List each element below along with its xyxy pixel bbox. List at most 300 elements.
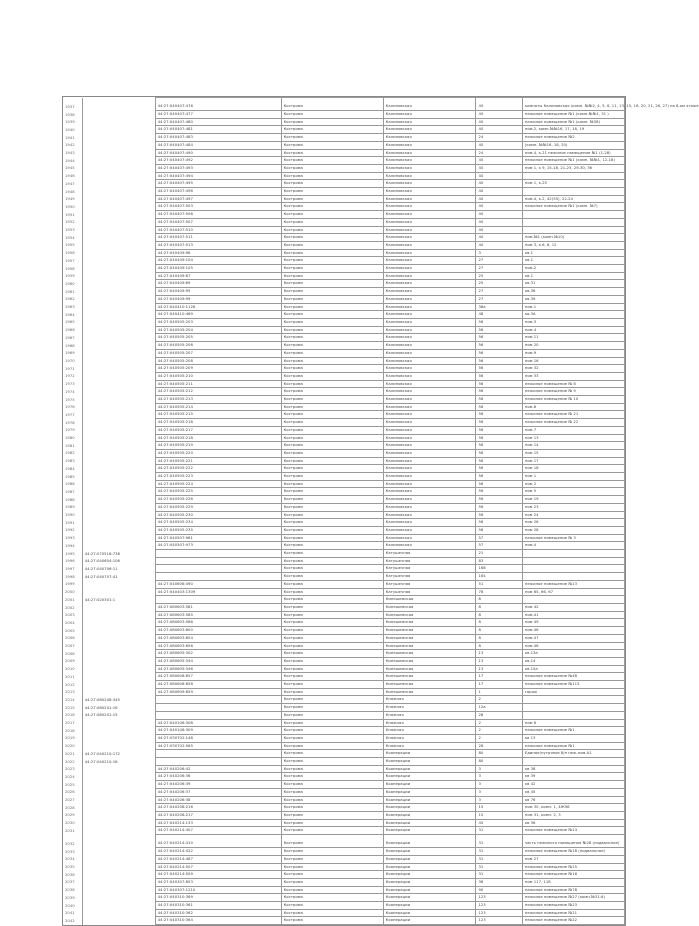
object-cadastral-number: 44:27:080608:857 xyxy=(155,673,281,681)
house-number: 3 xyxy=(476,765,522,773)
premises-description: нежилое помещение №22 xyxy=(522,917,624,925)
city: Кострома xyxy=(281,580,383,588)
street: Калиновская xyxy=(383,288,476,296)
street: Калиновская xyxy=(383,118,476,126)
house-number: 56 xyxy=(476,473,522,481)
house-number: 83 xyxy=(476,557,522,565)
object-cadastral-number xyxy=(155,565,281,573)
table-row xyxy=(63,318,625,326)
land-cadastral-number xyxy=(82,848,155,856)
table-row xyxy=(63,126,625,134)
row-number: 1950 xyxy=(63,203,82,211)
city: Кострома xyxy=(281,234,383,242)
premises-description: кв 42 xyxy=(522,781,624,789)
house-number: 51 xyxy=(476,580,522,588)
row-number: 2012 xyxy=(63,681,82,689)
premises-description: нежилое помещение № 9 xyxy=(522,388,624,396)
house-number: 40 xyxy=(476,98,522,111)
street: Катушечная xyxy=(383,588,476,596)
land-cadastral-number xyxy=(82,272,155,280)
land-cadastral-number xyxy=(82,619,155,627)
street: Калиновская xyxy=(383,334,476,342)
object-cadastral-number: 44:27:040407:513 xyxy=(155,241,281,249)
land-cadastral-number xyxy=(82,419,155,427)
object-cadastral-number: 44:27:040206:42 xyxy=(155,765,281,773)
object-cadastral-number xyxy=(155,696,281,704)
row-number: 2036 xyxy=(63,871,82,879)
street: Катушечная xyxy=(383,580,476,588)
city: Кострома xyxy=(281,226,383,234)
row-number: 2031 xyxy=(63,827,82,835)
premises-description: кв.36 xyxy=(522,288,624,296)
land-cadastral-number xyxy=(82,342,155,350)
row-number: 1999 xyxy=(63,580,82,588)
street: Кинешемская xyxy=(383,688,476,696)
street: Калиновская xyxy=(383,372,476,380)
city: Кострома xyxy=(281,848,383,856)
table-row xyxy=(63,241,625,249)
object-cadastral-number: 44:27:040214:487 xyxy=(155,855,281,863)
table-row xyxy=(63,488,625,496)
table-row xyxy=(63,449,625,457)
object-cadastral-number xyxy=(155,758,281,766)
land-cadastral-number xyxy=(82,226,155,234)
street: Катушечная xyxy=(383,573,476,581)
table-row xyxy=(63,804,625,812)
premises-description: кв 39 xyxy=(522,773,624,781)
premises-description: пом.9 xyxy=(522,349,624,357)
row-number: 1976 xyxy=(63,403,82,411)
house-number: 8 xyxy=(476,596,522,604)
land-cadastral-number: 44:27:040210:18 xyxy=(84,758,118,764)
row-number: 2041 xyxy=(63,909,82,917)
object-cadastral-number: 44:27:040307:1210 xyxy=(155,886,281,894)
land-cadastral-number xyxy=(82,241,155,249)
table-row xyxy=(63,819,625,827)
table-row xyxy=(63,434,625,442)
premises-description: нежилое помещение №1 xyxy=(522,727,624,735)
city: Кострома xyxy=(281,326,383,334)
row-number: 2023 xyxy=(63,765,82,773)
city: Кострома xyxy=(281,734,383,742)
table-row xyxy=(63,342,625,350)
street: Калиновская xyxy=(383,511,476,519)
house-number: 90 xyxy=(476,886,522,894)
row-number: 1979 xyxy=(63,426,82,434)
house-number: 56 xyxy=(476,380,522,388)
city: Кострома xyxy=(281,642,383,650)
street: Калиновская xyxy=(383,342,476,350)
table-row xyxy=(63,835,625,848)
row-number: 1975 xyxy=(63,396,82,404)
land-cadastral-number xyxy=(82,855,155,863)
object-cadastral-number: 44:27:040606:490 xyxy=(155,580,281,588)
object-cadastral-number: 44:27:040407:496 xyxy=(155,188,281,196)
house-number: 8 xyxy=(476,627,522,635)
street: Кооперации xyxy=(383,909,476,917)
city: Кострома xyxy=(281,311,383,319)
premises-description xyxy=(522,573,624,581)
table-row xyxy=(63,203,625,211)
row-number: 1941 xyxy=(63,134,82,142)
table-row xyxy=(63,863,625,871)
house-number: 31 xyxy=(476,855,522,863)
street: Калиновская xyxy=(383,519,476,527)
row-number: 1983 xyxy=(63,457,82,465)
house-number: 45 xyxy=(476,819,522,827)
row-number: 2016 xyxy=(63,711,82,719)
city: Кострома xyxy=(281,819,383,827)
city: Кострома xyxy=(281,134,383,142)
row-number: 1937 xyxy=(63,98,82,111)
house-number: 3 xyxy=(476,773,522,781)
house-number: 8 xyxy=(476,642,522,650)
land-cadastral-number xyxy=(82,534,155,542)
object-cadastral-number: 44:27:040505:230 xyxy=(155,511,281,519)
row-number: 2032 xyxy=(63,835,82,848)
street: Калиновская xyxy=(383,141,476,149)
street: Кинешемская xyxy=(383,673,476,681)
row-number: 2030 xyxy=(63,819,82,827)
premises-description: пом 7 xyxy=(522,426,624,434)
street: Калиновская xyxy=(383,534,476,542)
land-cadastral-number xyxy=(82,796,155,804)
street: Кинешемская xyxy=(383,627,476,635)
city: Кострома xyxy=(281,473,383,481)
land-cadastral-number xyxy=(82,835,155,848)
object-cadastral-number: 44:27:040214:407 xyxy=(155,827,281,835)
object-cadastral-number: 44:27:080603:654 xyxy=(155,634,281,642)
land-cadastral-number xyxy=(82,326,155,334)
land-cadastral-number xyxy=(82,396,155,404)
row-number: 2010 xyxy=(63,665,82,673)
street: Кинешемская xyxy=(383,619,476,627)
house-number: 2 xyxy=(476,696,522,704)
row-number: 1957 xyxy=(63,257,82,265)
street: Калиновская xyxy=(383,195,476,203)
street: Кооперации xyxy=(383,871,476,879)
premises-description: пом 24 xyxy=(522,511,624,519)
object-cadastral-number: 44:27:040206:39 xyxy=(155,781,281,789)
row-number: 1988 xyxy=(63,496,82,504)
object-cadastral-number: 44:27:040505:226 xyxy=(155,496,281,504)
street: Калиновская xyxy=(383,419,476,427)
street: Калиновская xyxy=(383,318,476,326)
object-cadastral-number: 44:27:040505:216 xyxy=(155,419,281,427)
land-cadastral-number xyxy=(82,588,155,596)
street: Калиновская xyxy=(383,234,476,242)
object-cadastral-number: 44:27:040106:309 xyxy=(155,727,281,735)
land-cadastral-number xyxy=(82,126,155,134)
house-number: 40 xyxy=(476,218,522,226)
street: Кооперации xyxy=(383,886,476,894)
object-cadastral-number: 44:27:040407:511 xyxy=(155,234,281,242)
object-cadastral-number: 44:27:040505:222 xyxy=(155,465,281,473)
object-cadastral-number: 44:27:040407:477 xyxy=(155,111,281,119)
land-cadastral-number xyxy=(82,917,155,925)
house-number: 38 xyxy=(476,878,522,886)
land-cadastral-number xyxy=(82,473,155,481)
table-row xyxy=(63,188,625,196)
street: Кооперации xyxy=(383,819,476,827)
land-cadastral-number: 44:27:040706:11 xyxy=(84,565,118,571)
object-cadastral-number: 44:27:040409:95 xyxy=(155,288,281,296)
street: Кинешемская xyxy=(383,604,476,612)
street: Кооперации xyxy=(383,855,476,863)
city: Кострома xyxy=(281,704,383,712)
table-row xyxy=(63,218,625,226)
premises-description: нежилое помещение №13 xyxy=(522,580,624,588)
object-cadastral-number xyxy=(155,557,281,565)
land-cadastral-number xyxy=(82,157,155,165)
street: Кооперации xyxy=(383,781,476,789)
house-number: 56 xyxy=(476,434,522,442)
row-number: 1974 xyxy=(63,388,82,396)
object-cadastral-number: 44:27:040407:493 xyxy=(155,164,281,172)
object-cadastral-number: 44:27:080603:656 xyxy=(155,642,281,650)
object-cadastral-number xyxy=(155,573,281,581)
city: Кострома xyxy=(281,917,383,925)
city: Кострома xyxy=(281,902,383,910)
object-cadastral-number: 44:27:080609:859 xyxy=(155,688,281,696)
table-row xyxy=(63,496,625,504)
table-row xyxy=(63,619,625,627)
premises-description: нежилое помещение №1 (комн. №38) xyxy=(522,118,624,126)
table-row xyxy=(63,665,625,673)
table-row xyxy=(63,788,625,796)
land-cadastral-number xyxy=(82,349,155,357)
table-row xyxy=(63,526,625,534)
row-number: 2035 xyxy=(63,863,82,871)
row-number: 1964 xyxy=(63,311,82,319)
city: Кострома xyxy=(281,280,383,288)
city: Кострома xyxy=(281,388,383,396)
premises-description: нежилое помещение №27 (комн.№31-6) xyxy=(522,894,624,902)
row-number: 2006 xyxy=(63,634,82,642)
street: Калиновская xyxy=(383,295,476,303)
house-number: 80 xyxy=(476,750,522,758)
row-number: 1949 xyxy=(63,195,82,203)
row-number: 2033 xyxy=(63,848,82,856)
house-number: 40 xyxy=(476,164,522,172)
row-number: 2027 xyxy=(63,796,82,804)
city: Кострома xyxy=(281,403,383,411)
premises-description: гараж xyxy=(522,688,624,696)
row-number: 2002 xyxy=(63,604,82,612)
row-number: 1997 xyxy=(63,565,82,573)
premises-description: кв.1 xyxy=(522,257,624,265)
premises-description: пом.47 xyxy=(522,634,624,642)
street: Калиновская xyxy=(383,349,476,357)
object-cadastral-number: 44:27:040407:483 xyxy=(155,134,281,142)
house-number: 56 xyxy=(476,465,522,473)
land-cadastral-number xyxy=(82,211,155,219)
land-cadastral-number xyxy=(82,819,155,827)
object-cadastral-number: 44:27:040407:484 xyxy=(155,141,281,149)
city: Кострома xyxy=(281,188,383,196)
street: Кооперации xyxy=(383,750,476,758)
land-cadastral-number xyxy=(82,734,155,742)
table-row xyxy=(63,234,625,242)
row-number: 1942 xyxy=(63,141,82,149)
street: Княжная xyxy=(383,711,476,719)
table-row xyxy=(63,511,625,519)
premises-description: нежилое помещение №2 xyxy=(522,134,624,142)
table-row xyxy=(63,627,625,635)
table-row xyxy=(63,542,625,550)
object-cadastral-number: 44:27:040106:308 xyxy=(155,719,281,727)
premises-description: кв.31 xyxy=(522,280,624,288)
street: Кинешемская xyxy=(383,650,476,658)
house-number: 40 xyxy=(476,141,522,149)
house-number: 8 xyxy=(476,611,522,619)
table-row xyxy=(63,419,625,427)
land-cadastral-number xyxy=(82,519,155,527)
object-cadastral-number: 44:27:040409:98 xyxy=(155,249,281,257)
table-row xyxy=(63,696,625,704)
street: Кооперации xyxy=(383,804,476,812)
land-cadastral-number xyxy=(82,580,155,588)
land-cadastral-number xyxy=(82,257,155,265)
land-cadastral-number: 44:27:070516:738 xyxy=(84,550,120,556)
house-number: 56 xyxy=(476,372,522,380)
object-cadastral-number: 44:27:040505:208 xyxy=(155,357,281,365)
street: Княжная xyxy=(383,696,476,704)
premises-description xyxy=(522,550,624,558)
house-number: 56 xyxy=(476,419,522,427)
object-cadastral-number: 44:27:040505:210 xyxy=(155,372,281,380)
premises-description: пом 1 xyxy=(522,473,624,481)
street: Кооперации xyxy=(383,917,476,925)
city: Кострома xyxy=(281,688,383,696)
object-cadastral-number: 44:27:040505:206 xyxy=(155,342,281,350)
premises-description: кв.13а xyxy=(522,650,624,658)
row-number: 1969 xyxy=(63,349,82,357)
street: Княжная xyxy=(383,704,476,712)
object-cadastral-number: 44:27:080603:600 xyxy=(155,627,281,635)
table-row xyxy=(63,827,625,835)
land-cadastral-number xyxy=(82,863,155,871)
object-cadastral-number: 44:27:030702:565 xyxy=(155,742,281,750)
table-row xyxy=(63,681,625,689)
land-cadastral-number xyxy=(82,688,155,696)
object-cadastral-number: 44:27:040505:224 xyxy=(155,480,281,488)
table-row xyxy=(63,134,625,142)
land-cadastral-number xyxy=(82,111,155,119)
premises-description xyxy=(522,211,624,219)
premises-description: нежилое помещение №14 xyxy=(522,827,624,835)
city: Кострома xyxy=(281,750,383,758)
street: Кинешемская xyxy=(383,634,476,642)
premises-description: кв.3А xyxy=(522,311,624,319)
house-number: 3 xyxy=(476,796,522,804)
house-number: 40 xyxy=(476,203,522,211)
row-number: 1994 xyxy=(63,542,82,550)
house-number: 56 xyxy=(476,426,522,434)
land-cadastral-number: 44:27:040604:106 xyxy=(84,558,120,564)
city: Кострома xyxy=(281,480,383,488)
object-cadastral-number: 44:27:040505:229 xyxy=(155,503,281,511)
house-number: 17 xyxy=(476,673,522,681)
object-cadastral-number: 44:27:080605:302 xyxy=(155,650,281,658)
land-cadastral-number xyxy=(82,894,155,902)
premises-description: пом 30, комн. 1, 4Ж98 xyxy=(522,804,624,812)
premises-description: пом 15 xyxy=(522,449,624,457)
city: Кострома xyxy=(281,565,383,573)
table-row xyxy=(63,403,625,411)
premises-description: пом.4 xyxy=(522,326,624,334)
premises-description: нежилое помещение №48 xyxy=(522,673,624,681)
city: Кострома xyxy=(281,526,383,534)
land-cadastral-number xyxy=(82,295,155,303)
city: Кострома xyxy=(281,550,383,558)
row-number: 2000 xyxy=(63,588,82,596)
row-number: 2004 xyxy=(63,619,82,627)
city: Кострома xyxy=(281,318,383,326)
row-number: 2009 xyxy=(63,657,82,665)
city: Кострома xyxy=(281,727,383,735)
table-row xyxy=(63,180,625,188)
premises-description: пом.46 xyxy=(522,627,624,635)
city: Кострома xyxy=(281,657,383,665)
premises-description xyxy=(522,565,624,573)
land-cadastral-number xyxy=(82,488,155,496)
street: Калиновская xyxy=(383,311,476,319)
city: Кострома xyxy=(281,871,383,879)
house-number: 56 xyxy=(476,488,522,496)
city: Кострома xyxy=(281,573,383,581)
object-cadastral-number: 44:27:040505:217 xyxy=(155,426,281,434)
row-number: 1940 xyxy=(63,126,82,134)
house-number: 40 xyxy=(476,172,522,180)
object-cadastral-number xyxy=(155,750,281,758)
premises-description: нежилое помещение №15 xyxy=(522,863,624,871)
house-number: 56 xyxy=(476,318,522,326)
object-cadastral-number: 44:27:040206:36 xyxy=(155,773,281,781)
house-number: 27 xyxy=(476,265,522,273)
land-cadastral-number xyxy=(82,357,155,365)
city: Кострома xyxy=(281,295,383,303)
land-cadastral-number xyxy=(82,657,155,665)
premises-description: пом 17 xyxy=(522,457,624,465)
table-row xyxy=(63,211,625,219)
street: Калиновская xyxy=(383,211,476,219)
house-number: 40 xyxy=(476,195,522,203)
house-number: 13 xyxy=(476,650,522,658)
land-cadastral-number xyxy=(82,380,155,388)
street: Калиновская xyxy=(383,542,476,550)
city: Кострома xyxy=(281,909,383,917)
row-number: 2020 xyxy=(63,742,82,750)
house-number: 40 xyxy=(476,241,522,249)
row-number: 1998 xyxy=(63,573,82,581)
land-cadastral-number xyxy=(82,727,155,735)
street: Кинешемская xyxy=(383,657,476,665)
street: Кооперации xyxy=(383,773,476,781)
city: Кострома xyxy=(281,788,383,796)
object-cadastral-number xyxy=(155,704,281,712)
object-cadastral-number: 44:27:040407:503 xyxy=(155,203,281,211)
row-number: 2026 xyxy=(63,788,82,796)
city: Кострома xyxy=(281,380,383,388)
table-row xyxy=(63,855,625,863)
row-number: 2021 xyxy=(63,750,82,758)
land-cadastral-number xyxy=(82,742,155,750)
row-number: 1984 xyxy=(63,465,82,473)
city: Кострома xyxy=(281,241,383,249)
city: Кострома xyxy=(281,650,383,658)
object-cadastral-number: 44:27:040206:38 xyxy=(155,796,281,804)
